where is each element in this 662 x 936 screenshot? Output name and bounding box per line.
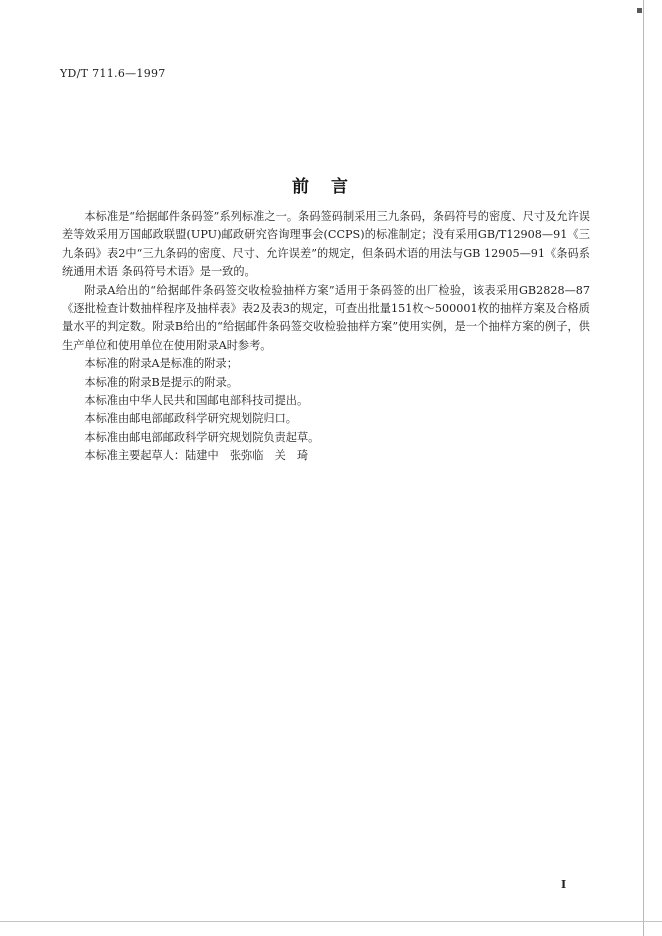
standard-code: YD/T 711.6—1997 [60, 67, 166, 80]
page-title: 前言 [292, 177, 370, 197]
paragraph-administered-by: 本标准由邮电部邮政科学研究规划院归口。 [84, 412, 297, 426]
paragraph-drafted-by: 本标准由邮电部邮政科学研究规划院负责起草。 [84, 430, 320, 444]
paragraph-appendix-a-note: 本标准的附录A是标准的附录； [84, 357, 238, 371]
paragraph-appendix-description: 附录A给出的“给据邮件条码签交收检验抽样方案”适用于条码签的出厂检验，该表采用GB2828—87《逐批检查计数抽样程序及抽样表》表2及表3的规定，可查出批量151枚～500001枚的抽样方案及合格质量水平的判定数。附录B给出的“给据邮件条码签交收检验抽样方案”使用实例，是一个抽样方案的例子，供生产单位和使用单位在使用附录A时参考。 [62, 283, 590, 352]
page-number: I [561, 878, 567, 891]
paragraph-series-intro: 本标准是“给据邮件条码签”系列标准之一。条码签码制采用三九条码，条码符号的密度、尺寸及允许误差等效采用万国邮政联盟(UPU)邮政研究咨询理事会(CCPS)的标准制定；没有采用GB/T12908—91《三九条码》表2中“三九条码的密度、尺寸、允许误差”的规定，但条码术语的用法与GB 12905—91《条码系统通用术语 条码符号术语》是一致的。 [62, 210, 590, 279]
foreword-body [62, 208, 590, 466]
scan-edge-right [643, 0, 644, 936]
scan-edge-bottom [0, 921, 662, 922]
paragraph-proposed-by: 本标准由中华人民共和国邮电部科技司提出。 [84, 394, 309, 408]
paragraph-main-drafters: 本标准主要起草人：陆建中 张弥临 关 琦 [84, 449, 309, 463]
scan-corner-mark [637, 8, 642, 13]
paragraph-appendix-b-note: 本标准的附录B是提示的附录。 [84, 375, 239, 389]
